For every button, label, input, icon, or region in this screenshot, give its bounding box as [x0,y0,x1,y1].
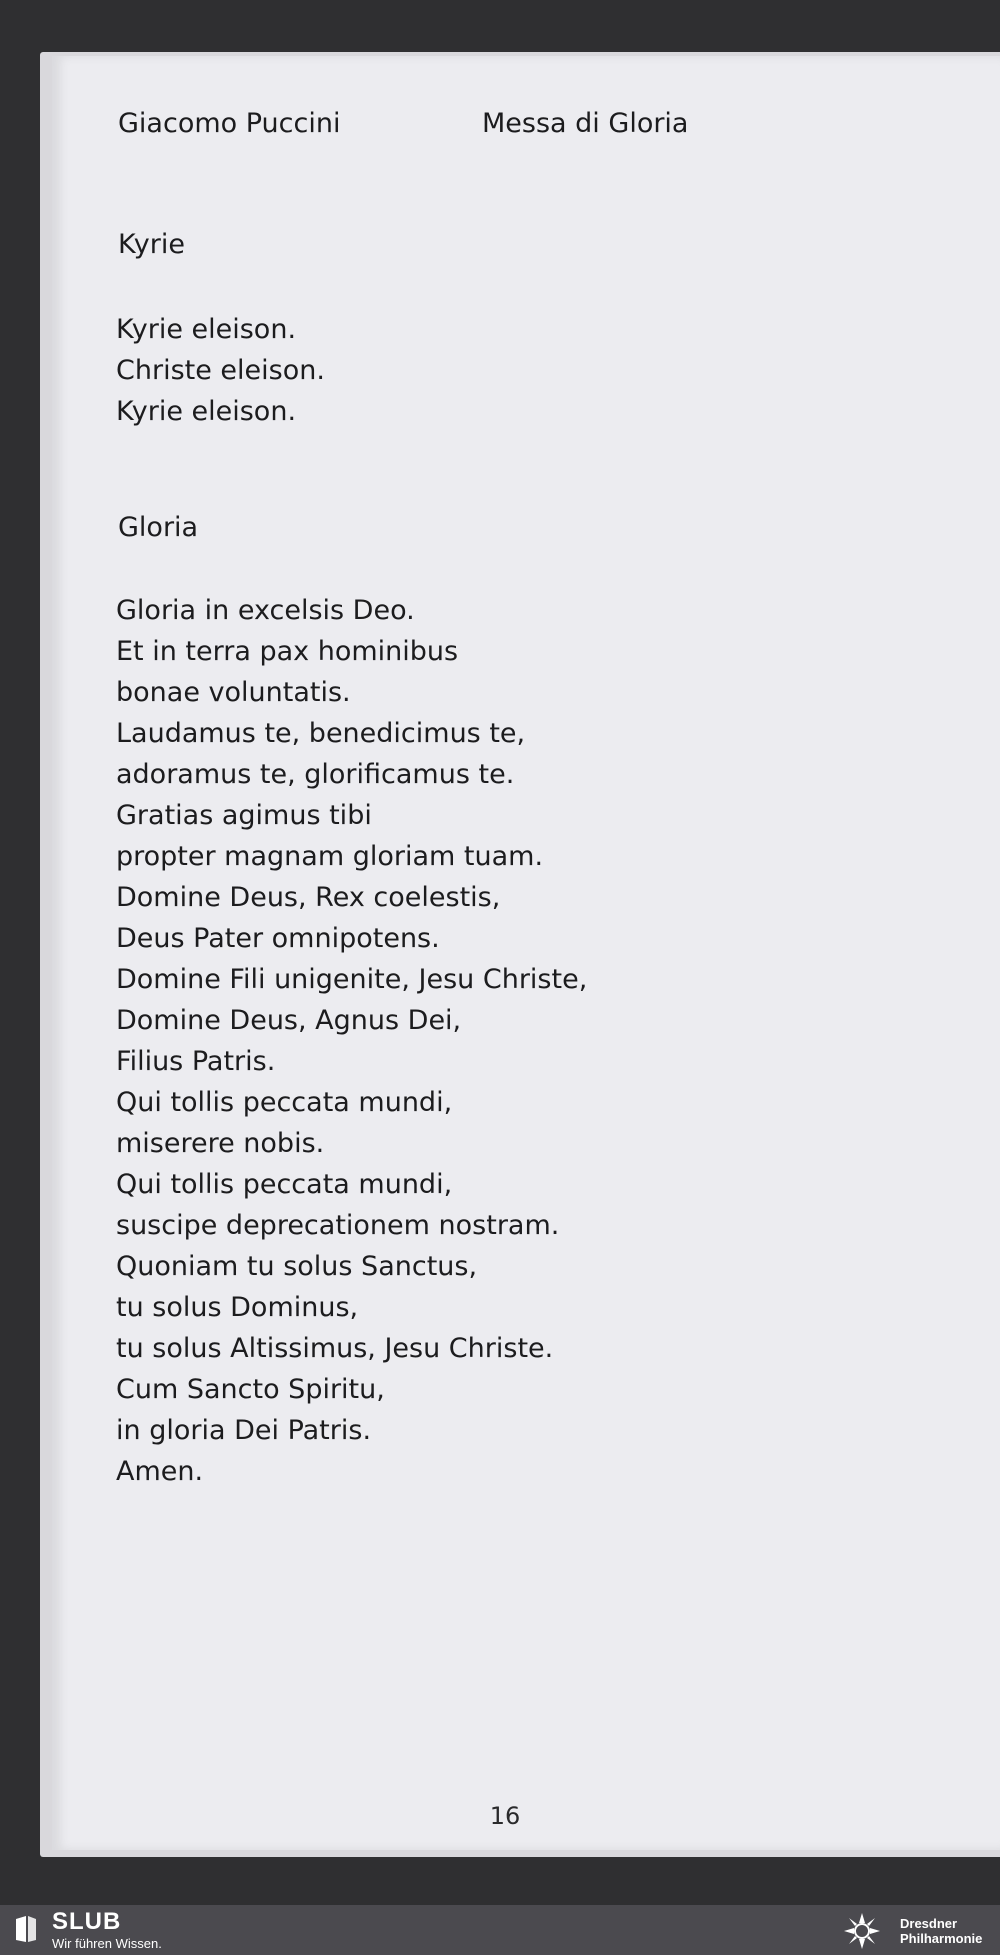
page-number: 16 [489,1802,521,1830]
text-line: Kyrie eleison. [116,396,297,427]
partner-name[interactable] [900,1916,982,1946]
text-line: Qui tollis peccata mundi, [116,1087,453,1118]
partner-name-line1: Dresdner [900,1916,958,1931]
viewer-footer-bar [0,1905,1000,1955]
text-line: Domine Fili unigenite, Jesu Christe, [116,964,588,995]
section-title-kyrie: Kyrie [118,229,185,260]
library-tagline: Wir führen Wissen. [52,1936,162,1951]
text-line: tu solus Dominus, [116,1292,359,1323]
text-line: Laudamus te, benedicimus te, [116,718,526,749]
text-line: Domine Deus, Agnus Dei, [116,1005,462,1036]
text-line: Deus Pater omnipotens. [116,923,440,954]
text-line: Quoniam tu solus Sanctus, [116,1251,478,1282]
text-line: Amen. [116,1456,204,1487]
library-name[interactable]: SLUB [52,1908,122,1935]
text-line: tu solus Altissimus, Jesu Christe. [116,1333,554,1364]
work-title: Messa di Gloria [482,108,689,139]
book-icon[interactable] [14,1914,38,1944]
text-line: Cum Sancto Spiritu, [116,1374,385,1405]
text-line: Et in terra pax hominibus [116,636,459,667]
text-line: adoramus te, glorificamus te. [116,759,515,790]
text-line: bonae voluntatis. [116,677,351,708]
composer-name: Giacomo Puccini [118,108,341,139]
text-line: Gloria in excelsis Deo. [116,595,415,626]
text-line: Kyrie eleison. [116,314,297,345]
text-line: miserere nobis. [116,1128,325,1159]
gloria-text [116,590,587,1492]
text-line: Qui tollis peccata mundi, [116,1169,453,1200]
text-line: Christe eleison. [116,355,325,386]
text-line: Domine Deus, Rex coelestis, [116,882,501,913]
text-line: Gratias agimus tibi [116,800,372,831]
text-line: Filius Patris. [116,1046,276,1077]
kyrie-text [116,309,325,432]
text-line: suscipe deprecationem nostram. [116,1210,560,1241]
philharmonie-logo-icon[interactable] [842,1911,882,1951]
partner-name-line2: Philharmonie [900,1931,983,1946]
text-line: propter magnam gloriam tuam. [116,841,544,872]
text-line: in gloria Dei Patris. [116,1415,372,1446]
section-title-gloria: Gloria [118,512,199,543]
